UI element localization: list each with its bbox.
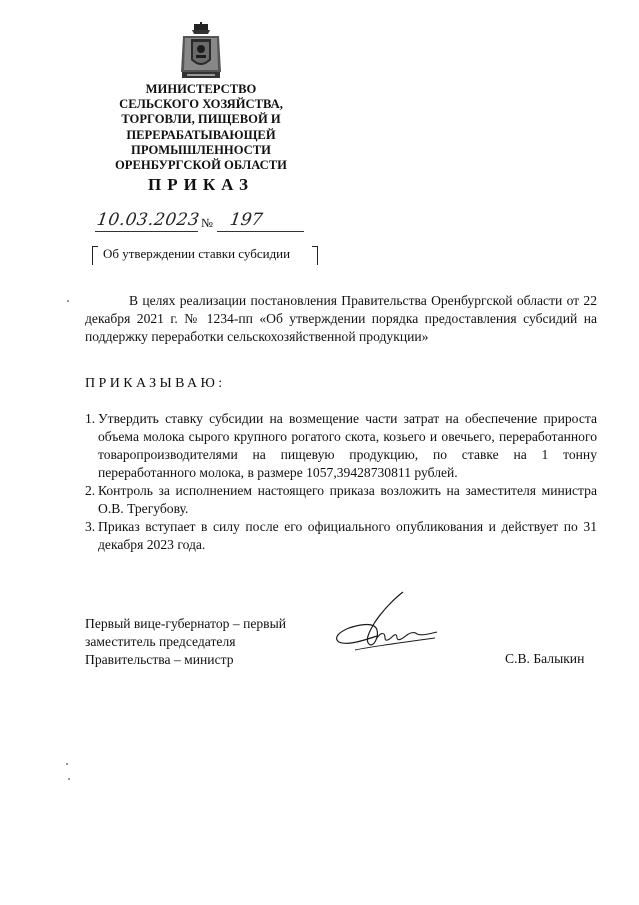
ministry-name-line: ТОРГОВЛИ, ПИЩЕВОЙ И [121,112,281,127]
item-text: Утвердить ставку субсидии на возмещение части затрат на обеспечение прироста объема молока сырого крупного рогатого скота, козьего и овечьего, переработанного товаропроизводителями на пищевую продукцию, по ставке на 1 тонну переработанного молока, в размере 1057,39428730811 рублей. [98,411,597,480]
signatory-position-line: Первый вице-губернатор – первый [85,616,286,631]
item-number: 2. [85,483,96,498]
preamble-paragraph: В целях реализации постановления Правительства Оренбургской области от 22 декабря 2021 г. № 1234-пп «Об утверждении порядка предоставления субсидий на поддержку переработки сельскохозяйственной продукции» [85,293,597,344]
document-subject: Об утверждении ставки субсидии [103,246,291,261]
scan-speck [68,778,70,780]
list-item [85,518,597,554]
scan-speck [66,763,68,765]
signatory-position [85,615,286,669]
signatory-name: С.В. Балыкин [505,651,585,666]
item-number: 1. [85,411,96,426]
subject-bracket-right [312,246,318,265]
ministry-name-line: ПЕРЕРАБАТЫВАЮЩЕЙ [126,127,276,142]
ministry-name-line: ПРОМЫШЛЕННОСТИ [131,142,271,157]
item-text: Контроль за исполнением настоящего приказа возложить на заместителя министра О.В. Трегубову. [98,483,597,516]
item-text: Приказ вступает в силу после его официального опубликования и действует по 31 декабря 2023 года. [98,519,597,552]
coat-of-arms-icon [179,22,223,80]
number-sign: № [201,216,213,230]
list-item [85,482,597,518]
signatory-position-line: Правительства – министр [85,652,234,667]
ministry-name-line: СЕЛЬСКОГО ХОЗЯЙСТВА, [119,97,283,112]
ministry-name-line: ОРЕНБУРГСКОЙ ОБЛАСТИ [115,158,287,173]
decree-items-list [85,410,597,554]
ministry-name [98,82,304,173]
list-item [85,410,597,482]
number-underline [217,231,304,232]
scan-speck [67,300,69,302]
handwritten-date: 10.03.2023 [95,210,201,230]
date-underline [95,231,198,232]
handwritten-number: 197 [228,210,264,230]
document-type-title: ПРИКАЗ [148,175,254,194]
ministry-name-line: МИНИСТЕРСТВО [145,82,257,96]
handwritten-signature [325,588,450,668]
item-number: 3. [85,519,96,534]
subject-bracket-left [92,246,98,265]
signatory-position-line: заместитель председателя [85,634,236,649]
decree-word: ПРИКАЗЫВАЮ: [85,376,226,391]
